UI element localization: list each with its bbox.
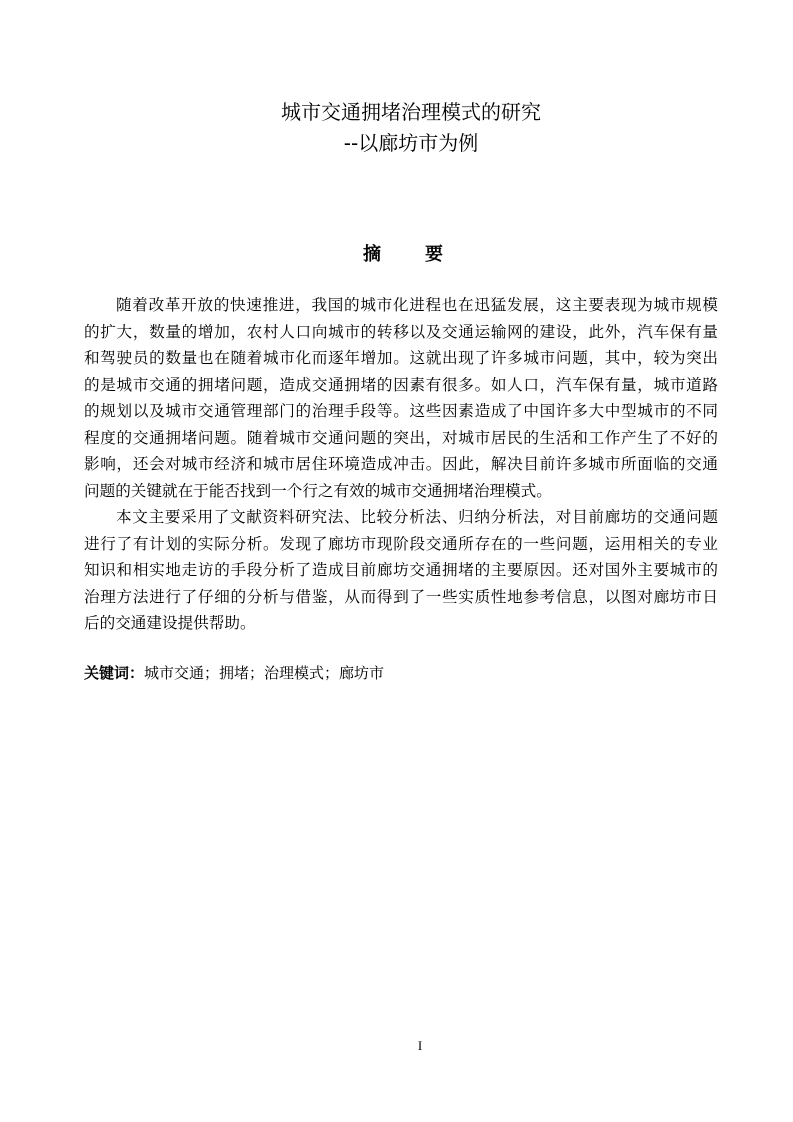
- abstract-paragraph-1: [84, 292, 718, 504]
- paragraph-line: 进行了有计划的实际分析。发现了廊坊市现阶段交通所存在的一些问题，运用相关的专业: [84, 534, 718, 553]
- paragraph-line: 后的交通建设提供帮助。: [84, 614, 256, 632]
- paragraph-line: 程度的交通拥堵问题。随着城市交通问题的突出，对城市居民的生活和工作产生了不好的: [84, 428, 718, 447]
- keywords-value: 城市交通；拥堵；治理模式；廊坊市: [144, 664, 385, 682]
- keywords: [84, 661, 384, 685]
- paragraph-line: 的是城市交通的拥堵问题，造成交通拥堵的因素有很多。如人口，汽车保有量，城市道路: [84, 375, 718, 394]
- abstract-heading-char: 要: [425, 244, 443, 265]
- paragraph-line: 本文主要采用了文献资料研究法、比较分析法、归纳分析法，对目前廊坊的交通问题: [116, 508, 718, 526]
- abstract-paragraph-2: [84, 504, 718, 637]
- document-title: 城市交通拥堵治理模式的研究: [281, 100, 541, 124]
- paragraph-line: 的规划以及城市交通管理部门的治理手段等。这些因素造成了中国许多大中型城市的不同: [84, 402, 718, 420]
- page-number: I: [417, 1038, 423, 1053]
- paragraph-line: 随着改革开放的快速推进，我国的城市化进程也在迅猛发展，这主要表现为城市规模: [116, 296, 718, 314]
- abstract-heading: [0, 240, 793, 266]
- paragraph-line: 影响，还会对城市经济和城市居住环境造成冲击。因此，解决目前许多城市所面临的交通: [84, 455, 718, 473]
- paragraph-line: 治理方法进行了仔细的分析与借鉴，从而得到了一些实质性地参考信息，以图对廊坊市日: [84, 587, 718, 606]
- keywords-label: 关键词：: [84, 664, 145, 682]
- document-subtitle: --以廊坊市为例: [343, 131, 479, 155]
- paragraph-line: 和驾驶员的数量也在随着城市化而逐年增加。这就出现了许多城市问题，其中，较为突出: [84, 349, 718, 367]
- paragraph-line: 的扩大，数量的增加，农村人口向城市的转移以及交通运输网的建设，此外，汽车保有量: [84, 322, 718, 341]
- abstract-heading-char: 摘: [363, 244, 381, 265]
- paragraph-line: 知识和相实地走访的手段分析了造成目前廊坊交通拥堵的主要原因。还对国外主要城市的: [84, 561, 718, 579]
- paragraph-line: 问题的关键就在于能否找到一个行之有效的城市交通拥堵治理模式。: [84, 481, 552, 500]
